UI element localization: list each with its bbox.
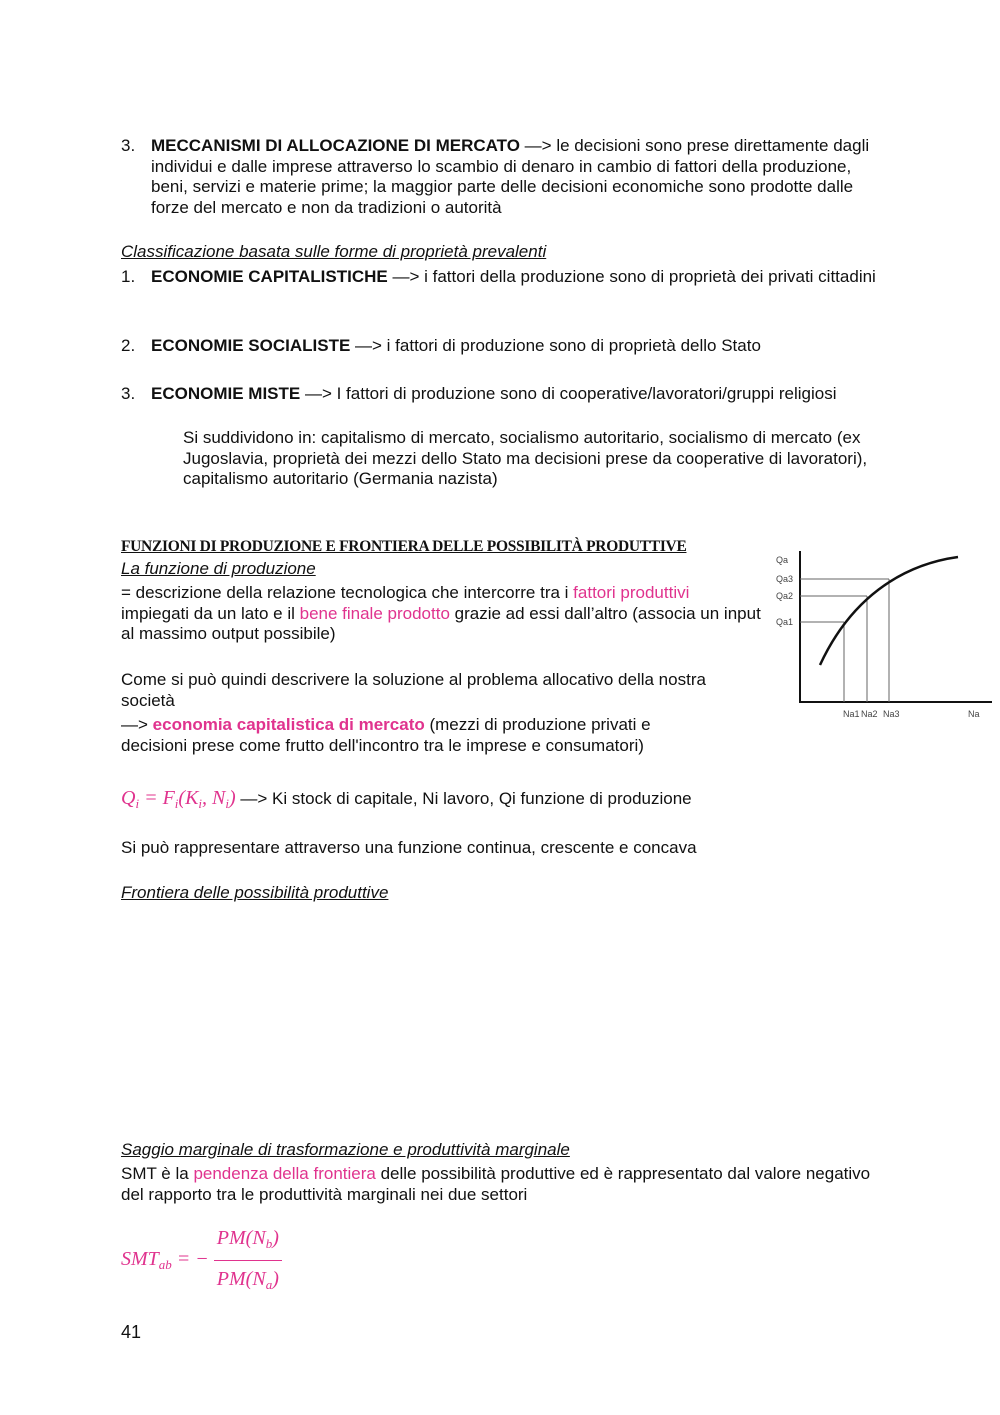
y-label-qa: Qa bbox=[776, 555, 789, 565]
classification-item-capitalist bbox=[151, 267, 891, 288]
highlight-final-good: bene finale prodotto bbox=[299, 603, 450, 623]
list-number: 1. bbox=[121, 267, 136, 286]
item-title: ECONOMIE MISTE bbox=[151, 384, 301, 403]
highlight-capitalist-economy: economia capitalistica di mercato bbox=[152, 715, 425, 734]
production-function-heading: La funzione di produzione bbox=[121, 559, 316, 578]
list-number: 3. bbox=[121, 136, 136, 155]
production-function-definition: = descrizione della relazione tecnologica che intercorre tra i fattori produttivi impiegati da un lato e il bene finale prodotto grazie ad essi dall’altro (associa un input al massimo output possibile) bbox=[121, 583, 761, 643]
function-note: Si può rappresentare attraverso una funzione continua, crescente e concava bbox=[121, 838, 697, 857]
allocation-item bbox=[151, 136, 891, 218]
x-label-na: Na bbox=[968, 709, 980, 719]
allocation-text-rest: direttamente dagli individui e dalle imprese attraverso lo scambio di denaro in cambio di fattori della produzione, beni, servizi e materie prime; la maggior parte delle decisioni economiche sono prodotte dalle forze del mercato e non da tradizioni o autorità bbox=[151, 136, 870, 217]
page-number: 41 bbox=[121, 1322, 142, 1342]
item-title: ECONOMIE SOCIALISTE bbox=[151, 336, 351, 355]
item-text: —> i fattori della produzione sono di proprietà dei privati cittadini bbox=[387, 267, 876, 286]
allocation-answer: —> economia capitalistica di mercato (mezzi di produzione privati e decisioni prese come frutto dell'incontro tra le imprese e consumatori) bbox=[121, 715, 651, 755]
production-formula-line bbox=[121, 786, 891, 816]
allocation-text: —> le decisioni sono prese bbox=[519, 136, 730, 155]
smt-heading: Saggio marginale di trasformazione e produttività marginale bbox=[121, 1140, 570, 1159]
y-label-qa2: Qa2 bbox=[776, 591, 794, 601]
x-label-na3: Na3 bbox=[883, 709, 900, 719]
smt-definition: SMT è la pendenza della frontiera delle possibilità produttive ed è rappresentato dal valore negativo del rapporto tra le produttività marginali nei due settori bbox=[121, 1164, 871, 1204]
item-title: ECONOMIE CAPITALISTICHE bbox=[151, 267, 388, 286]
classification-item-socialist bbox=[151, 336, 891, 357]
y-label-qa3: Qa3 bbox=[776, 574, 794, 584]
mixed-subnote: Si suddividono in: capitalismo di mercato, socialismo autoritario, socialismo di mercato (ex Jugoslavia, proprietà dei mezzi dello Stato ma decisioni prese da cooperative di lavoratori), capitalismo autoritario (Germania nazista) bbox=[183, 428, 868, 488]
classification-heading: Classificazione basata sulle forme di proprietà prevalenti bbox=[121, 242, 547, 261]
x-label-na1: Na1 bbox=[843, 709, 860, 719]
item-text: —> i fattori di produzione sono di proprietà dello Stato bbox=[350, 336, 761, 355]
section-title: FUNZIONI DI PRODUZIONE E FRONTIERA DELLE POSSIBILITÀ PRODUTTIVE bbox=[121, 538, 687, 555]
classification-item-mixed bbox=[151, 384, 871, 405]
production-function-graph bbox=[770, 545, 995, 725]
smt-formula: $SMT_{ab}$ = − $\frac{PM(N_b)}{PM(N_a)}$ bbox=[121, 1226, 282, 1297]
list-number: 3. bbox=[121, 384, 136, 403]
highlight-frontier-slope: pendenza della frontiera bbox=[193, 1164, 376, 1183]
highlight-productive-factors: fattori produttivi bbox=[573, 583, 690, 602]
item-text: —> I fattori di produzione sono di cooperative/lavoratori/gruppi religiosi bbox=[300, 384, 837, 403]
allocation-title: MECCANISMI DI ALLOCAZIONE DI MERCATO bbox=[151, 136, 520, 155]
frontier-heading: Frontiera delle possibilità produttive bbox=[121, 883, 389, 902]
allocation-question: Come si può quindi descrivere la soluzione al problema allocativo della nostra società bbox=[121, 670, 706, 710]
formula-explanation: —> Ki stock di capitale, Ni lavoro, Qi funzione di produzione bbox=[235, 789, 692, 808]
production-formula: $Q_i = F_i(K_i$, $N_i$) bbox=[121, 787, 236, 811]
y-label-qa1: Qa1 bbox=[776, 617, 794, 627]
x-label-na2: Na2 bbox=[861, 709, 878, 719]
list-number: 2. bbox=[121, 336, 136, 355]
